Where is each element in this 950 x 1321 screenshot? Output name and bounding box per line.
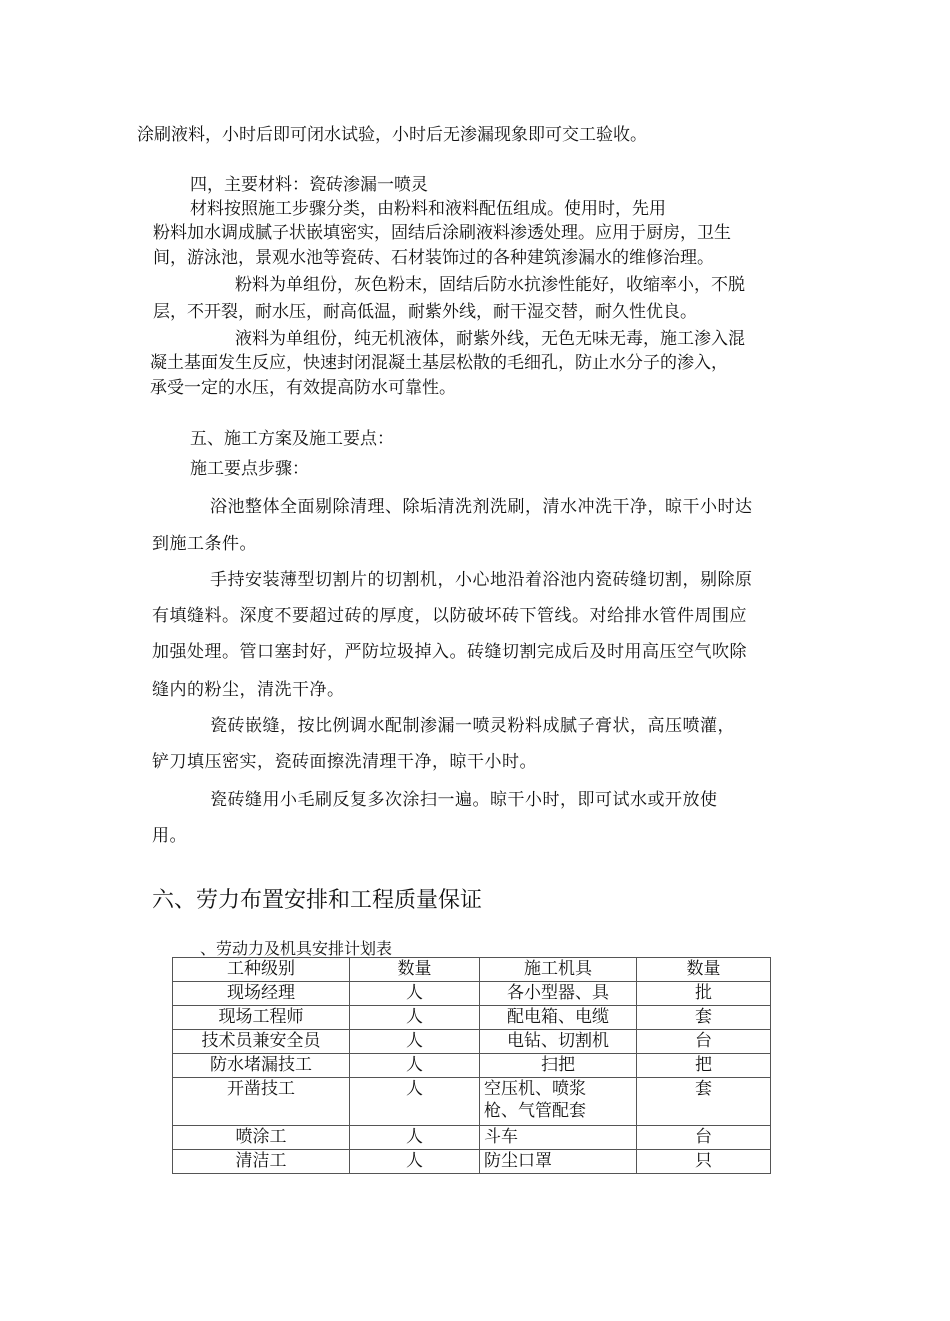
section-4-line: 粉料加水调成腻子状嵌填密实，固结后涂刷液料渗透处理。应用于厨房，卫生: [153, 223, 731, 243]
table-row: [173, 982, 771, 1006]
qty-cell: 人: [350, 1126, 480, 1150]
qty-cell: 人: [350, 982, 480, 1006]
tool-qty-cell: 把: [637, 1054, 771, 1078]
tool-line: 枪、气管配套: [484, 1101, 586, 1121]
step-line: 浴池整体全面剔除清理、除垢清洗剂洗刷，清水冲洗干净，晾干小时达: [210, 497, 753, 517]
table-row: [173, 1126, 771, 1150]
section-4-line: 层，不开裂，耐水压，耐高低温，耐紫外线，耐干湿交替，耐久性优良。: [153, 302, 697, 322]
tool-qty-cell: 只: [637, 1150, 771, 1174]
step-line: 瓷砖嵌缝，按比例调水配制渗漏一喷灵粉料成腻子膏状，高压喷灌，: [210, 716, 735, 736]
tool-line: 空压机、喷浆: [484, 1079, 586, 1099]
section-4-line: 承受一定的水压，有效提高防水可靠性。: [150, 378, 456, 398]
labor-equipment-table: [172, 957, 771, 1174]
table-row: [173, 1006, 771, 1030]
role-cell: 防水堵漏技工: [173, 1054, 350, 1078]
tool-cell: 电钻、切割机: [480, 1030, 637, 1054]
section-4-line: 间，游泳池，景观水池等瓷砖、石材装饰过的各种建筑渗漏水的维修治理。: [153, 248, 714, 268]
qty-cell: 人: [350, 1150, 480, 1174]
table-caption: 、劳动力及机具安排计划表: [200, 939, 393, 958]
role-cell: 清洁工: [173, 1150, 350, 1174]
tool-qty-cell: 套: [637, 1006, 771, 1030]
paragraph-closing-test: 涂刷液料，小时后即可闭水试验，小时后无渗漏现象即可交工验收。: [137, 125, 647, 145]
section-4-line: 液料为单组份，纯无机液体，耐紫外线，无色无味无毒，施工渗入混: [235, 329, 745, 349]
role-cell: 开凿技工: [173, 1078, 350, 1126]
section-4-line: 凝土基面发生反应，快速封闭混凝土基层松散的毛细孔，防止水分子的渗入，: [150, 353, 728, 373]
header-cell: 数量: [350, 958, 480, 982]
step-line: 加强处理。管口塞封好，严防垃圾掉入。砖缝切割完成后及时用高压空气吹除: [152, 642, 747, 662]
step-line: 瓷砖缝用小毛刷反复多次涂扫一遍。晾干小时，即可试水或开放使: [210, 790, 718, 810]
table-row: [173, 1150, 771, 1174]
tool-cell: 斗车: [480, 1126, 637, 1150]
qty-cell: 人: [350, 1054, 480, 1078]
qty-cell: 人: [350, 1030, 480, 1054]
table-header-row: [173, 958, 771, 982]
step-line: 手持安装薄型切割片的切割机，小心地沿着浴池内瓷砖缝切割，剔除原: [210, 570, 753, 590]
table-row: [173, 1030, 771, 1054]
tool-cell: 各小型器、具: [480, 982, 637, 1006]
tool-qty-cell: 批: [637, 982, 771, 1006]
section-5-subheading: 施工要点步骤：: [190, 459, 309, 479]
step-line: 缝内的粉尘，清洗干净。: [152, 680, 345, 700]
section-4-line: 粉料为单组份，灰色粉末，固结后防水抗渗性能好，收缩率小，不脱: [235, 275, 745, 295]
tool-cell: 配电箱、电缆: [480, 1006, 637, 1030]
section-5-heading: 五、施工方案及施工要点：: [190, 429, 394, 449]
qty-cell: 人: [350, 1078, 480, 1126]
tool-cell: [480, 1078, 637, 1126]
table-row: [173, 1054, 771, 1078]
section-4-line: 材料按照施工步骤分类，由粉料和液料配伍组成。使用时，先用: [190, 199, 666, 219]
qty-cell: 人: [350, 1006, 480, 1030]
role-cell: 现场经理: [173, 982, 350, 1006]
tool-cell: 扫把: [480, 1054, 637, 1078]
tool-qty-cell: 台: [637, 1030, 771, 1054]
tool-qty-cell: 套: [637, 1078, 771, 1126]
role-cell: 喷涂工: [173, 1126, 350, 1150]
section-6-heading: 六、劳力布置安排和工程质量保证: [152, 888, 483, 913]
role-cell: 技术员兼安全员: [173, 1030, 350, 1054]
section-4-heading: 四，主要材料：瓷砖渗漏一喷灵: [190, 175, 428, 195]
tool-cell: 防尘口罩: [480, 1150, 637, 1174]
tool-qty-cell: 台: [637, 1126, 771, 1150]
step-line: 铲刀填压密实，瓷砖面擦洗清理干净，晾干小时。: [152, 752, 537, 772]
step-line: 有填缝料。深度不要超过砖的厚度，以防破坏砖下管线。对给排水管件周围应: [152, 606, 747, 626]
step-line: 用。: [152, 826, 187, 846]
step-line: 到施工条件。: [152, 534, 257, 554]
header-cell: 数量: [637, 958, 771, 982]
header-cell: 施工机具: [480, 958, 637, 982]
header-cell: 工种级别: [173, 958, 350, 982]
role-cell: 现场工程师: [173, 1006, 350, 1030]
table-row: [173, 1078, 771, 1126]
